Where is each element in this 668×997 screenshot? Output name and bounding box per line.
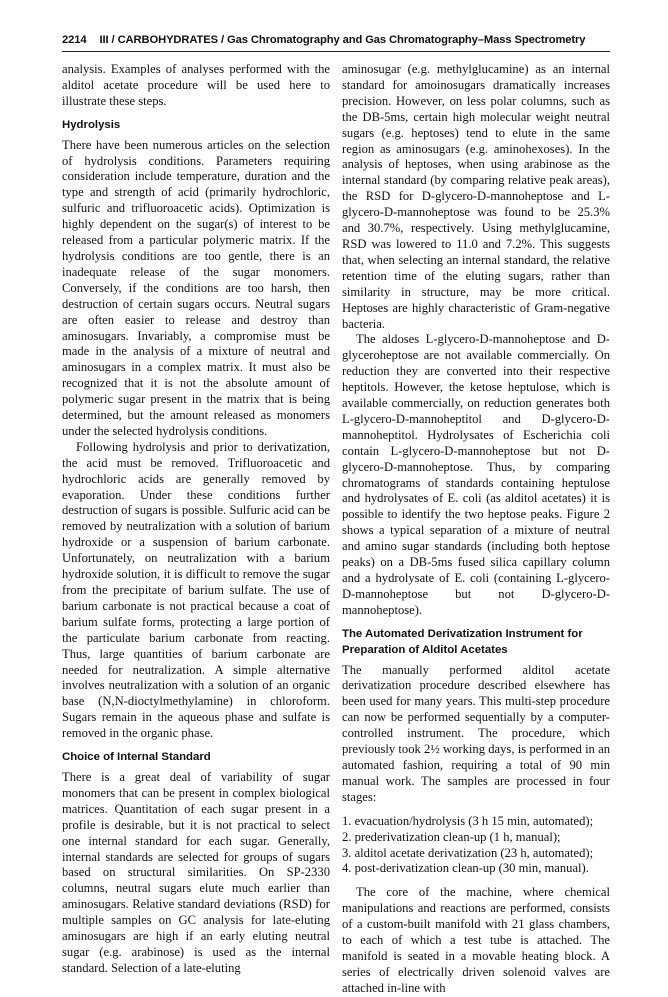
paragraph-hydrolysis-1: There have been numerous articles on the selection of hydrolysis conditions. Parameters requiring consideration include temperature, duration and the type and strength of acid (primarily hydrochloric, sulfuric and trifluoroacetic acids). Optimization is highly dependent on the sugar(s) of interest to be released from a particular polymeric matrix. If the hydrolysis conditions are too gentle, there is an inadequate release of the sugar monomers. Conversely, if the conditions are too harsh, then destruction of certain sugars occurs. Neutral sugars are often easier to release and destroy than aminosugars. Invariably, a compromise must be made in the analysis of a mixture of neutral and aminosugars in a complex matrix. It must also be recognized that it is not the absolute amount of polymeric sugar present in the matrix that is being determined, but the amount released as monomers under the selected hydrolysis conditions. bbox=[62, 137, 330, 438]
section-heading-hydrolysis: Hydrolysis bbox=[62, 118, 121, 131]
paragraph-automated-1: The manually performed alditol acetate derivatization procedure described elsewhere has been used for many years. This multi-step procedure can now be performed sequentially by a computer-controlled instrument. The procedure, which previously took 2½ working days, is performed in an automated fashion, requiring a total of 90 min manual work. The samples are processed in four stages: bbox=[342, 662, 610, 804]
list-item: 2. prederivatization clean-up (1 h, manual); bbox=[342, 829, 561, 844]
running-header bbox=[62, 34, 610, 46]
paragraph-heptoses: The aldoses L-glycero-D-mannoheptose and D-glyceroheptose are not available commercially. On reduction they are converted into their respective heptitols. However, the ketose heptulose, which is available commercially, on reduction generates both L-glycero-D-mannoheptitol and D-glycero-D-mannoheptitol. Hydrolysates of Escherichia coli contain L-glycero-D-mannoheptose but not D-glycero-D-mannoheptose. Thus, by comparing chromatograms of standards containing heptulose and hydrolysates of E. coli (as alditol acetates) it is possible to identify the two heptose peaks. Figure 2 shows a typical separation of a mixture of neutral and amino sugar standards (including both heptose peaks) on a DB-5ms fused silica capillary column and a hydrolysate of E. coli (containing L-glycero-D-mannoheptose but not D-glycero-D-mannoheptose). bbox=[342, 332, 610, 617]
header-rule bbox=[62, 51, 610, 52]
list-item: 1. evacuation/hydrolysis (3 h 15 min, automated); bbox=[342, 813, 594, 828]
section-heading-automated-instrument: The Automated Derivatization Instrument for Preparation of Alditol Acetates bbox=[342, 627, 583, 656]
paragraph-intro-continued: analysis. Examples of analyses performed with the alditol acetate procedure will be used here to illustrate these steps. bbox=[62, 62, 330, 108]
paragraph-automated-2: The core of the machine, where chemical manipulations and reactions are performed, consists of a custom-built manifold with 21 glass chambers, to each of which a test tube is attached. The manifold is seated in a movable heating block. A series of electrically driven solenoid valves are attached in-line with bbox=[342, 885, 610, 995]
left-column bbox=[62, 62, 330, 977]
section-heading-internal-standard: Choice of Internal Standard bbox=[62, 751, 211, 764]
paragraph-hydrolysis-2: Following hydrolysis and prior to derivatization, the acid must be removed. Trifluoroacetic and hydrochloric acids are generally removed by evaporation. Under these conditions further destruction of sugars is possible. Sulfuric acid can be removed by neutralization with a solution of barium hydroxide or a suspension of barium carbonate. Unfortunately, on neutralization with a barium hydroxide solution, it is difficult to remove the sugar from the precipitate of barium sulfate. The use of barium carbonate is not practical because a coat of barium sulfate forms, protecting a large portion of the particulate barium carbonate from reacting. Thus, large quantities of barium carbonate are needed for neutralization. A simple alternative involves neutralization with a solution of an organic base (N,N-dioctylmethylamine) in chloroform. Sugars remain in the aqueous phase and sulfate is removed in the organic phase. bbox=[62, 439, 330, 741]
page-number: 2214 bbox=[62, 34, 87, 46]
list-item: 4. post-derivatization clean-up (30 min, manual). bbox=[342, 861, 589, 876]
right-column bbox=[342, 62, 610, 997]
running-title: III / CARBOHYDRATES / Gas Chromatography and Gas Chromatography–Mass Spectrometry bbox=[99, 34, 586, 46]
list-item: 3. alditol acetate derivatization (23 h, automated); bbox=[342, 845, 594, 860]
paragraph-internal-standard-1: There is a great deal of variability of sugar monomers that can be present in complex biological matrices. Quantitation of each sugar present in a profile is desirable, but it is not practical to select one internal standard for each sugar. Generally, internal standards are selected for groups of sugars based on structural similarities. On SP-2330 columns, neutral sugars elute much earlier than aminosugars. Relative standard deviations (RSD) for multiple samples on GC analysis for late-eluting aminosugars are high if an early eluting neutral sugar (e.g. arabinose) is used as the internal standard. Selection of a late-eluting bbox=[62, 769, 330, 975]
paragraph-internal-standard-2: aminosugar (e.g. methylglucamine) as an internal standard for amoinosugars dramatically increases precision. However, on less polar columns, such as the DB-5ms, certain high molecular weight neutral sugars (e.g. heptoses) tend to elute in the same region as aminosugars (e.g. aminohexoses). In the analysis of heptoses, when using arabinose as the internal standard (by comparing relative peak areas), the RSD for D-glycero-D-mannoheptose and L-glycero-D-mannoheptose was found to be 25.3% and 30.7%, respectively. Using methylglucamine, RSD was lowered to 11.0 and 7.2%. This suggests that, when selecting an internal standard, the relative retention time of the eluting sugars, rather than similarity in structure, may be more critical. Heptoses are highly characteristic of Gram-negative bacteria. bbox=[342, 62, 610, 331]
stages-list bbox=[342, 814, 610, 878]
